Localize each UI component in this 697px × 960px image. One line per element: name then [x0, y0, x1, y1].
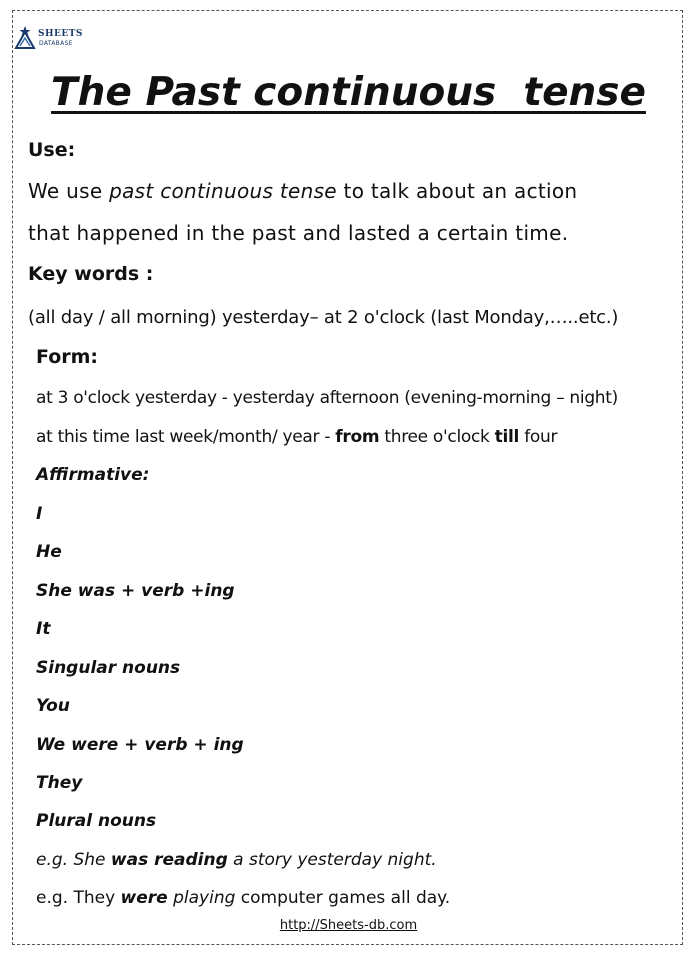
use-heading: Use:: [28, 139, 76, 161]
affirmative-row: Plural nouns: [36, 811, 157, 831]
logo-subtitle: DATABASE: [39, 40, 73, 47]
form-line-2: at this time last week/month/ year - from three o'clock till four: [36, 427, 558, 447]
logo: [14, 26, 84, 52]
affirmative-row: You: [36, 696, 70, 716]
keywords-heading: Key words :: [28, 263, 154, 285]
affirmative-heading: Affirmative:: [36, 465, 150, 485]
logo-brand: SHEETS: [38, 29, 83, 39]
keywords-line: (all day / all morning) yesterday– at 2 o'clock (last Monday,…..etc.): [28, 307, 619, 328]
affirmative-row: It: [36, 619, 51, 639]
affirmative-row: She was + verb +ing: [36, 581, 235, 601]
affirmative-row: Singular nouns: [36, 658, 181, 678]
use-line-1: We use past continuous tense to talk about an action: [28, 179, 578, 203]
example-1: e.g. She was reading a story yesterday night.: [36, 850, 437, 870]
affirmative-row: He: [36, 542, 62, 562]
affirmative-row: They: [36, 773, 83, 793]
use-line-2: that happened in the past and lasted a certain time.: [28, 221, 569, 245]
book-star-icon: [14, 26, 36, 50]
page-title: The Past continuous tense: [51, 70, 646, 115]
affirmative-row: I: [36, 504, 43, 524]
footer-link[interactable]: http://Sheets-db.com: [279, 918, 418, 933]
affirmative-row: We were + verb + ing: [36, 735, 244, 755]
form-line-1: at 3 o'clock yesterday - yesterday afternoon (evening-morning – night): [36, 388, 618, 408]
example-2: e.g. They were playing computer games all day.: [36, 888, 451, 908]
form-heading: Form:: [36, 346, 99, 368]
